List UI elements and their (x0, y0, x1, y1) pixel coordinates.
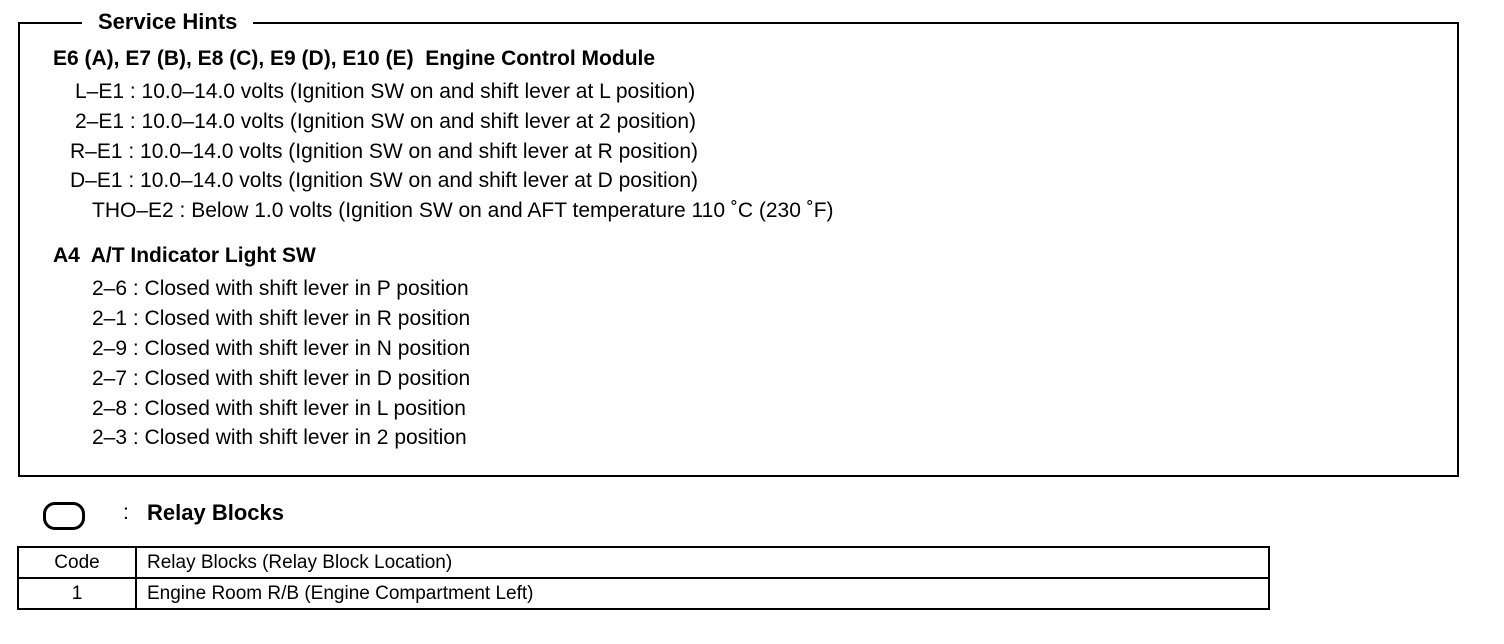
table-row (18, 578, 1269, 609)
rounded-rectangle-icon (43, 502, 85, 530)
service-hints-title: Service Hints (82, 8, 253, 36)
ecm-heading: E6 (A), E7 (B), E8 (C), E9 (D), E10 (E) Engine Control Module (53, 47, 656, 70)
table-header-row (18, 547, 1269, 578)
indicator-hint-line: 2–9 : Closed with shift lever in N position (92, 337, 471, 360)
indicator-hint-line: 2–8 : Closed with shift lever in L position (92, 397, 466, 420)
indicator-hint-line: 2–7 : Closed with shift lever in D position (92, 367, 471, 390)
ecm-hint-line: L–E1 : 10.0–14.0 volts (Ignition SW on and shift lever at L position) (75, 80, 696, 103)
indicator-hint-line: 2–6 : Closed with shift lever in P position (92, 277, 469, 300)
header-location: Relay Blocks (Relay Block Location) (136, 547, 1269, 578)
header-code: Code (18, 547, 136, 578)
ecm-hint-line: D–E1 : 10.0–14.0 volts (Ignition SW on and shift lever at D position) (70, 169, 699, 192)
ecm-hint-line: R–E1 : 10.0–14.0 volts (Ignition SW on and shift lever at R position) (70, 140, 699, 163)
relay-blocks-table (17, 546, 1270, 610)
indicator-switch-heading: A4 A/T Indicator Light SW (53, 244, 316, 267)
legend-colon: : (123, 501, 129, 524)
row-code: 1 (18, 578, 136, 609)
ecm-hint-line: THO–E2 : Below 1.0 volts (Ignition SW on and AFT temperature 110 ˚C (230 ˚F) (92, 199, 834, 222)
ecm-hint-line: 2–E1 : 10.0–14.0 volts (Ignition SW on and shift lever at 2 position) (75, 110, 697, 133)
indicator-hint-line: 2–1 : Closed with shift lever in R position (92, 307, 471, 330)
indicator-hint-line: 2–3 : Closed with shift lever in 2 position (92, 426, 467, 449)
legend-label: Relay Blocks (147, 500, 284, 525)
row-location: Engine Room R/B (Engine Compartment Left) (136, 578, 1269, 609)
